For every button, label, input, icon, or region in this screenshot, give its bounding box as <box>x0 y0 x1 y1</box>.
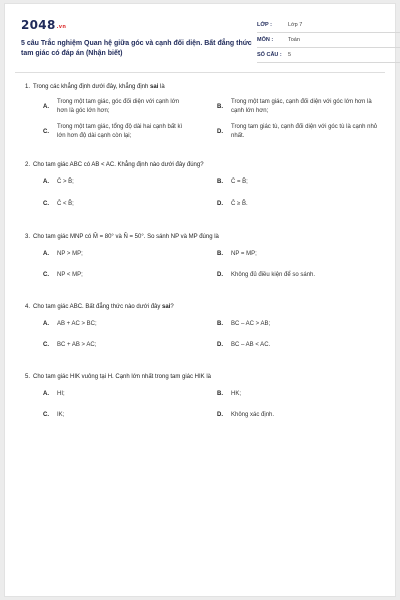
option-letter: C. <box>43 272 49 278</box>
option-text: Trong tam giác tù, cạnh đối diện với góc tù là cạnh nhỏ nhất. <box>231 124 378 139</box>
option-text: BC + AB > AC; <box>57 342 97 348</box>
option-list <box>15 246 387 288</box>
question-text: Cho tam giác ABC. Bất đẳng thức nào dưới đây <box>33 304 163 310</box>
option-letter: C. <box>43 129 49 135</box>
question-text-end: là <box>158 84 165 90</box>
option-text: Ĉ = B̂; <box>231 179 248 185</box>
question-5 <box>15 372 387 428</box>
question-keyword: sai <box>162 304 171 310</box>
question-text: Cho tam giác MNP có M̂ = 80° và N̂ = 50°. So sánh NP và MP đúng là <box>33 234 219 240</box>
meta-row-count <box>257 48 400 63</box>
meta-row-class <box>257 18 400 33</box>
option-text: AB + AC > BC; <box>57 321 97 327</box>
question-number: 2. <box>25 162 31 168</box>
question-stem <box>15 82 387 92</box>
option-text: Trong một tam giác, góc đối diện với cạnh lớn hơn là góc lớn hơn; <box>57 99 180 114</box>
option-letter: D. <box>217 201 223 207</box>
option-letter: A. <box>43 321 49 327</box>
question-stem <box>15 302 387 312</box>
logo-suffix: .vn <box>56 24 67 30</box>
header-divider <box>15 72 385 73</box>
option-text: Không xác định. <box>231 412 275 418</box>
meta-value: Lớp 7 <box>288 22 303 28</box>
question-stem <box>15 232 387 242</box>
meta-key: SỐ CÂU : <box>257 52 282 58</box>
option-letter: B. <box>217 104 223 110</box>
question-3 <box>15 232 387 288</box>
meta-value: 5 <box>288 52 292 58</box>
option-letter: D. <box>217 129 223 135</box>
option-text: HI; <box>57 391 65 397</box>
meta-key: MÔN : <box>257 37 274 43</box>
option-letter: B. <box>217 321 223 327</box>
option-letter: A. <box>43 251 49 257</box>
option-letter: A. <box>43 391 49 397</box>
option-text: Trong một tam giác, cạnh đối diện với góc lớn hơn là cạnh lớn hơn; <box>231 99 372 114</box>
option-text: Ĉ ≥ B̂. <box>231 201 248 207</box>
option-text: BC – AC > AB; <box>231 321 271 327</box>
option-letter: C. <box>43 201 49 207</box>
question-number: 1. <box>25 84 31 90</box>
question-text: Cho tam giác HIK vuông tại H. Cạnh lớn nhất trong tam giác HIK là <box>33 374 212 380</box>
option-list <box>15 96 387 148</box>
option-list <box>15 316 387 358</box>
question-stem <box>15 372 387 382</box>
document-meta <box>257 18 400 63</box>
question-list <box>15 82 387 435</box>
option-letter: B. <box>217 391 223 397</box>
question-text: Cho tam giác ABC có AB < AC. Khẳng định nào dưới đây đúng? <box>33 162 204 168</box>
question-2 <box>15 160 387 218</box>
meta-value: Toán <box>288 37 300 43</box>
option-letter: C. <box>43 412 49 418</box>
option-text: NP < MP; <box>57 272 83 278</box>
question-text: Trong các khẳng định dưới đây, khẳng định <box>33 84 151 90</box>
site-logo[interactable] <box>21 18 66 32</box>
question-4 <box>15 302 387 358</box>
option-letter: D. <box>217 342 223 348</box>
question-number: 3. <box>25 234 31 240</box>
option-text: IK; <box>57 412 65 418</box>
question-stem <box>15 160 387 170</box>
meta-row-subject <box>257 33 400 48</box>
question-text-end: ? <box>170 304 174 310</box>
option-text: Trong một tam giác, tổng độ dài hai cạnh bất kì lớn hơn độ dài cạnh còn lại; <box>57 124 183 139</box>
option-letter: A. <box>43 179 49 185</box>
option-letter: D. <box>217 412 223 418</box>
option-text: HK; <box>231 391 242 397</box>
option-list <box>15 174 387 218</box>
option-text: Ĉ < B̂; <box>57 201 74 207</box>
option-letter: B. <box>217 251 223 257</box>
option-text: BC – AB < AC. <box>231 342 271 348</box>
question-number: 5. <box>25 374 31 380</box>
question-1 <box>15 82 387 148</box>
option-text: Ĉ > B̂; <box>57 179 74 185</box>
document-header <box>21 18 383 68</box>
document-page <box>4 3 396 597</box>
option-letter: C. <box>43 342 49 348</box>
option-letter: A. <box>43 104 49 110</box>
option-list <box>15 386 387 428</box>
document-title: 5 câu Trắc nghiệm Quan hệ giữa góc và cạnh đối diện. Bất đẳng thức tam giác có đáp án (Nhận biết) <box>21 40 252 57</box>
option-letter: D. <box>217 272 223 278</box>
option-text: NP = MP; <box>231 251 257 257</box>
option-text: Không đủ điều kiện để so sánh. <box>231 272 316 278</box>
option-letter: B. <box>217 179 223 185</box>
question-number: 4. <box>25 304 31 310</box>
meta-key: LỚP : <box>257 22 272 28</box>
question-keyword: sai <box>150 84 159 90</box>
logo-brand: 2048 <box>21 18 56 32</box>
option-text: NP > MP; <box>57 251 83 257</box>
